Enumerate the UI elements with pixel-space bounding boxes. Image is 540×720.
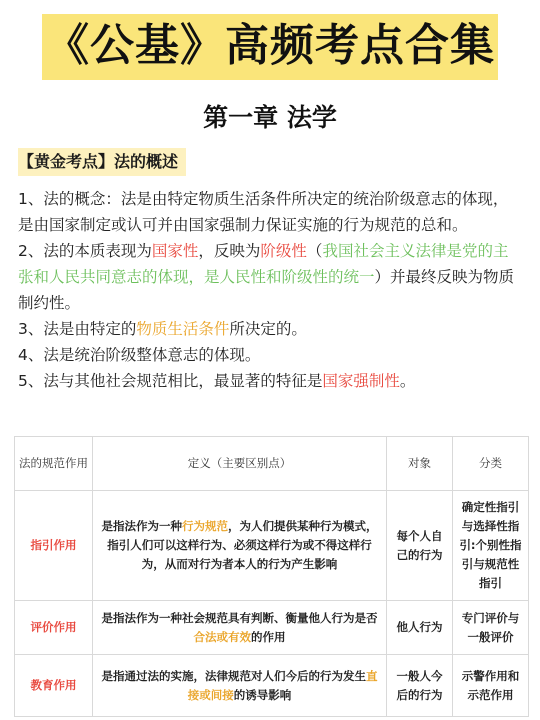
row-object: 每个人自己的行为 [387,491,453,601]
table-row [15,655,529,717]
point-2-emphasis-class: 阶级性 [260,242,307,260]
table-header-row [15,437,529,491]
header-category: 分类 [453,437,529,491]
point-3-text: 所决定的。 [229,320,307,338]
header-object: 对象 [387,437,453,491]
definition-emphasis: 直接或间接 [187,668,378,702]
section-label: 【黄金考点】法的概述 [18,148,186,176]
row-object: 一般人今后的行为 [387,655,453,717]
row-category: 专门评价与一般评价 [453,601,529,655]
definition-text: 是指法作为一种 [101,519,182,533]
definition-emphasis: 合法或有效 [193,629,251,644]
row-definition [93,601,387,655]
point-5-text: 5、法与其他社会规范相比，最显著的特征是 [18,372,323,390]
point-3-emphasis: 物质生活条件 [136,320,230,338]
point-2-text: ）并最终反映为物质制约性。 [18,268,515,312]
point-2-emphasis-nation: 国家性 [151,242,199,260]
point-3-text: 3、法是由特定的 [18,320,137,338]
point-4: 4、法是统治阶级整体意志的体现。 [18,346,261,364]
point-2 [18,238,522,316]
row-name: 教育作用 [15,655,93,717]
point-1: 1、法的概念：法是由特定物质生活条件所决定的统治阶级意志的体现，是由国家制定或认可并由国家强制力保证实施的行为规范的总和。 [18,190,509,234]
table-row [15,601,529,655]
key-points [18,186,522,394]
point-5-emphasis: 国家强制性 [322,372,400,390]
page-title: 《公基》高频考点合集 [45,20,495,71]
point-2-text: 2、法的本质表现为 [18,242,152,260]
point-3 [18,316,522,342]
point-2-emphasis-note: 我国社会主义法律是党的主张和人民共同意志的体现，是人民性和阶级性的统一 [18,242,509,286]
definition-text: 是指通过法的实施，法律规范对人们今后的行为发生 [101,668,366,683]
table-row [15,491,529,601]
definition-text: ，为人们提供某种行为模式，指引人们可以这样行为、必须这样行为或不得这样行为，从而对行为者本人的行为产生影响 [107,519,378,571]
row-name: 指引作用 [15,491,93,601]
header-name: 法的规范作用 [15,437,93,491]
point-2-text: ，反映为 [198,242,261,260]
point-5-text: 。 [399,372,416,390]
header-definition: 定义（主要区别点） [93,437,387,491]
norm-functions-table [14,436,529,717]
point-2-paren-open: （ [306,242,323,260]
point-5 [18,368,522,394]
row-name: 评价作用 [15,601,93,655]
row-category: 确定性指引与选择性指引:个别性指引与规范性指引 [453,491,529,601]
row-definition [93,655,387,717]
chapter-heading: 第一章 法学 [203,103,337,132]
row-category: 示警作用和示范作用 [453,655,529,717]
row-object: 他人行为 [387,601,453,655]
row-definition [93,491,387,601]
definition-emphasis: 行为规范 [182,519,228,533]
definition-text: 的诱导影响 [233,687,292,702]
definition-text: 是指法作为一种社会规范具有判断、衡量他人行为是否 [101,610,378,625]
definition-text: 的作用 [251,629,286,644]
